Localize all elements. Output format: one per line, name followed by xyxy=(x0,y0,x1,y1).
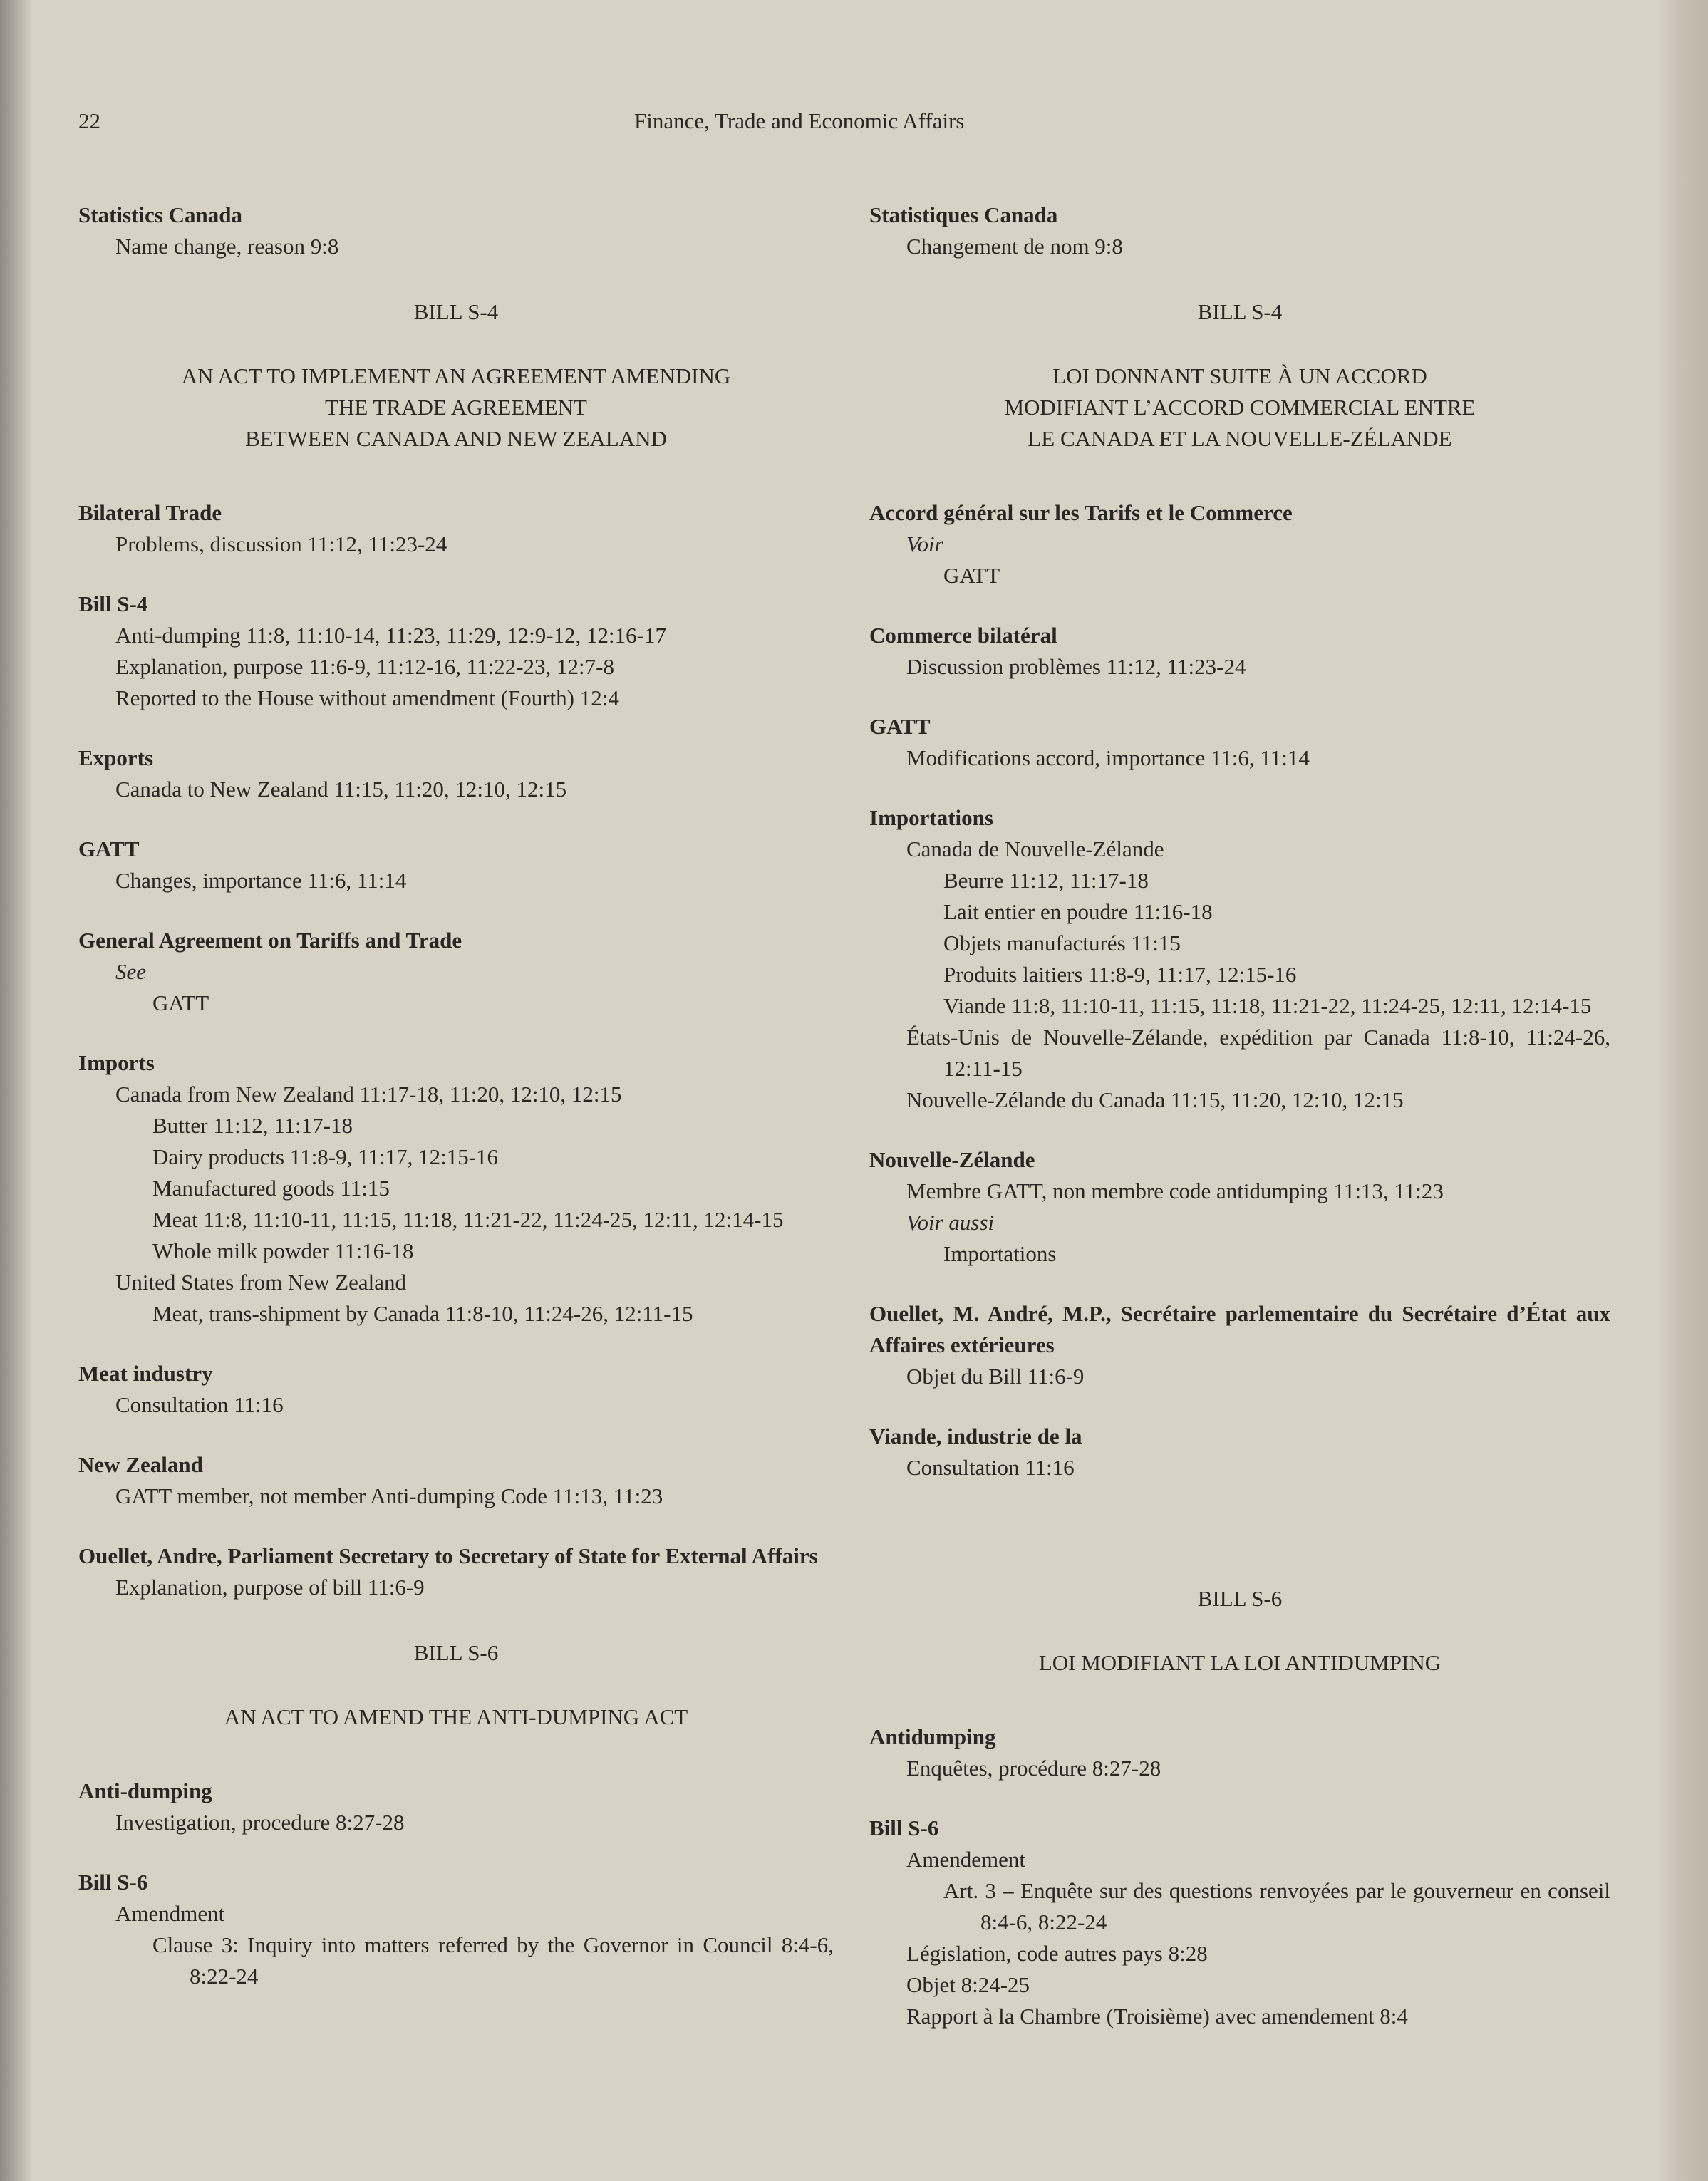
entry-subsub: Produits laitiers 11:8-9, 11:17, 12:15-16 xyxy=(943,962,1297,987)
see-reference: See xyxy=(115,959,147,984)
entry-subsub: Beurre 11:12, 11:17-18 xyxy=(943,868,1149,893)
bill-title-line: AN ACT TO IMPLEMENT AN AGREEMENT AMENDING xyxy=(181,363,731,388)
entry-sub: États-Unis de Nouvelle-Zélande, expédition par Canada 11:8-10, 11:24-26, 12:11-15 xyxy=(906,1025,1610,1081)
entry-sub: Changes, importance 11:6, 11:14 xyxy=(115,868,407,893)
entry-sub: Membre GATT, non membre code antidumping 11:13, 11:23 xyxy=(906,1178,1444,1203)
entry-heading: Meat industry xyxy=(78,1361,213,1386)
index-entry xyxy=(869,1421,1610,1483)
entry-heading: Viande, industrie de la xyxy=(869,1424,1082,1449)
entry-sub: Amendement xyxy=(906,1847,1026,1872)
bill-title xyxy=(78,361,834,455)
entry-subsub: Meat, trans-shipment by Canada 11:8-10, 11:24-26, 12:11-15 xyxy=(152,1301,693,1326)
entry-sub: Reported to the House without amendment (Fourth) 12:4 xyxy=(115,685,619,710)
index-entry xyxy=(78,200,834,262)
entry-heading: Anti-dumping xyxy=(78,1778,212,1803)
entry-heading: Accord général sur les Tarifs et le Commerce xyxy=(869,500,1293,525)
index-entry xyxy=(78,1776,834,1838)
entry-sub: Canada to New Zealand 11:15, 11:20, 12:10, 12:15 xyxy=(115,777,567,802)
page-number: 22 xyxy=(78,108,100,133)
entry-sub: Consultation 11:16 xyxy=(906,1455,1075,1480)
page-edge-shadow xyxy=(1658,0,1708,2181)
bill-label: BILL S-6 xyxy=(1197,1586,1283,1611)
bill-label: BILL S-4 xyxy=(1197,299,1283,324)
entry-subsub: Clause 3: Inquiry into matters referred by the Governor in Council 8:4-6, 8:22-24 xyxy=(152,1932,834,1989)
bill-label: BILL S-6 xyxy=(413,1640,499,1665)
index-entry xyxy=(78,1540,834,1603)
entry-sub: Discussion problèmes 11:12, 11:23-24 xyxy=(906,654,1246,679)
entry-sub: Explanation, purpose of bill 11:6-9 xyxy=(115,1575,425,1600)
bill-label: BILL S-4 xyxy=(413,299,499,324)
entry-subsub: Art. 3 – Enquête sur des questions renvoyées par le gouverneur en conseil 8:4-6, 8:22-24 xyxy=(943,1878,1610,1934)
bill-title-line: MODIFIANT L’ACCORD COMMERCIAL ENTRE xyxy=(1004,395,1476,420)
entry-heading: Bill S-6 xyxy=(78,1870,148,1895)
see-reference: Voir aussi xyxy=(906,1210,995,1235)
entry-heading: Ouellet, M. André, M.P., Secrétaire parlementaire du Secrétaire d’État aux Affaires extérieures xyxy=(869,1301,1610,1357)
index-entry xyxy=(869,620,1610,683)
entry-sub: Changement de nom 9:8 xyxy=(906,234,1123,259)
index-entry xyxy=(78,589,834,714)
entry-sub: Objet 8:24-25 xyxy=(906,1972,1030,1997)
entry-heading: General Agreement on Tariffs and Trade xyxy=(78,928,462,953)
entry-heading: Commerce bilatéral xyxy=(869,623,1057,648)
french-index-column xyxy=(869,200,1610,2061)
running-head: Finance, Trade and Economic Affairs xyxy=(634,108,965,133)
index-entry xyxy=(869,1813,1610,2032)
entry-sub: Explanation, purpose 11:6-9, 11:12-16, 11:22-23, 12:7-8 xyxy=(115,654,614,679)
index-entry xyxy=(78,834,834,896)
entry-subsub: Meat 11:8, 11:10-11, 11:15, 11:18, 11:21-22, 11:24-25, 12:11, 12:14-15 xyxy=(152,1207,784,1232)
bill-title: LOI MODIFIANT LA LOI ANTIDUMPING xyxy=(1038,1650,1442,1675)
index-entry xyxy=(869,1298,1610,1392)
index-entry xyxy=(78,1358,834,1421)
entry-heading: Nouvelle-Zélande xyxy=(869,1147,1035,1172)
entry-subsub: Lait entier en poudre 11:16-18 xyxy=(943,899,1213,924)
entry-heading: Bilateral Trade xyxy=(78,500,222,525)
entry-heading: Bill S-4 xyxy=(78,591,148,616)
entry-heading: Importations xyxy=(869,805,993,830)
index-entry xyxy=(869,1721,1610,1784)
bill-title-line: THE TRADE AGREEMENT xyxy=(325,395,587,420)
entry-subsub: Viande 11:8, 11:10-11, 11:15, 11:18, 11:21-22, 11:24-25, 12:11, 12:14-15 xyxy=(943,993,1592,1018)
entry-sub: Objet du Bill 11:6-9 xyxy=(906,1364,1085,1389)
entry-sub: Anti-dumping 11:8, 11:10-14, 11:23, 11:29, 12:9-12, 12:16-17 xyxy=(115,623,666,648)
index-entry xyxy=(78,742,834,805)
see-reference: Voir xyxy=(906,532,943,556)
entry-sub: Problems, discussion 11:12, 11:23-24 xyxy=(115,532,447,556)
index-entry xyxy=(869,200,1610,262)
entry-heading: GATT xyxy=(869,714,931,739)
entry-subsub: Objets manufacturés 11:15 xyxy=(943,931,1181,955)
bill-title: AN ACT TO AMEND THE ANTI-DUMPING ACT xyxy=(224,1704,688,1729)
book-binding-shadow xyxy=(0,0,33,2181)
entry-heading: Bill S-6 xyxy=(869,1815,939,1840)
entry-sub: Canada de Nouvelle-Zélande xyxy=(906,836,1164,861)
entry-sub: United States from New Zealand xyxy=(115,1270,407,1295)
entry-sub: Investigation, procedure 8:27-28 xyxy=(115,1810,405,1835)
index-entry xyxy=(869,497,1610,591)
index-entry xyxy=(78,1867,834,1992)
cross-reference: Importations xyxy=(943,1241,1057,1266)
cross-reference: GATT xyxy=(152,990,209,1015)
index-entry xyxy=(869,802,1610,1116)
entry-heading: Statistiques Canada xyxy=(869,202,1058,227)
index-entry xyxy=(869,711,1610,774)
bill-title-line: LOI DONNANT SUITE À UN ACCORD xyxy=(1052,363,1427,388)
entry-subsub: Butter 11:12, 11:17-18 xyxy=(152,1113,353,1138)
index-entry xyxy=(78,1449,834,1512)
index-entry xyxy=(78,1047,834,1330)
english-index-column xyxy=(78,200,834,2021)
entry-sub: Rapport à la Chambre (Troisième) avec amendement 8:4 xyxy=(906,2004,1408,2029)
entry-sub: Nouvelle-Zélande du Canada 11:15, 11:20, 12:10, 12:15 xyxy=(906,1087,1404,1112)
entry-heading: Antidumping xyxy=(869,1724,996,1749)
entry-sub: Modifications accord, importance 11:6, 11:14 xyxy=(906,745,1310,770)
entry-sub: Consultation 11:16 xyxy=(115,1392,284,1417)
bill-title-line: BETWEEN CANADA AND NEW ZEALAND xyxy=(245,426,667,451)
entry-sub: Amendment xyxy=(115,1901,225,1926)
cross-reference: GATT xyxy=(943,563,1000,588)
bill-title-line: LE CANADA ET LA NOUVELLE-ZÉLANDE xyxy=(1028,426,1452,451)
bill-title xyxy=(869,361,1610,455)
entry-heading: GATT xyxy=(78,836,140,861)
entry-sub: Enquêtes, procédure 8:27-28 xyxy=(906,1756,1161,1781)
index-entry xyxy=(869,1144,1610,1270)
entry-heading: Imports xyxy=(78,1050,155,1075)
entry-heading: Statistics Canada xyxy=(78,202,242,227)
entry-subsub: Dairy products 11:8-9, 11:17, 12:15-16 xyxy=(152,1144,499,1169)
index-entry xyxy=(78,497,834,560)
entry-heading: Exports xyxy=(78,745,154,770)
entry-sub: Name change, reason 9:8 xyxy=(115,234,339,259)
entry-subsub: Whole milk powder 11:16-18 xyxy=(152,1238,414,1263)
entry-heading: New Zealand xyxy=(78,1452,203,1477)
entry-sub: GATT member, not member Anti-dumping Code 11:13, 11:23 xyxy=(115,1483,663,1508)
entry-heading: Ouellet, Andre, Parliament Secretary to Secretary of State for External Affairs xyxy=(78,1543,818,1568)
entry-subsub: Manufactured goods 11:15 xyxy=(152,1176,390,1201)
entry-sub: Législation, code autres pays 8:28 xyxy=(906,1941,1208,1966)
entry-sub: Canada from New Zealand 11:17-18, 11:20, 12:10, 12:15 xyxy=(115,1082,622,1107)
index-entry xyxy=(78,925,834,1019)
